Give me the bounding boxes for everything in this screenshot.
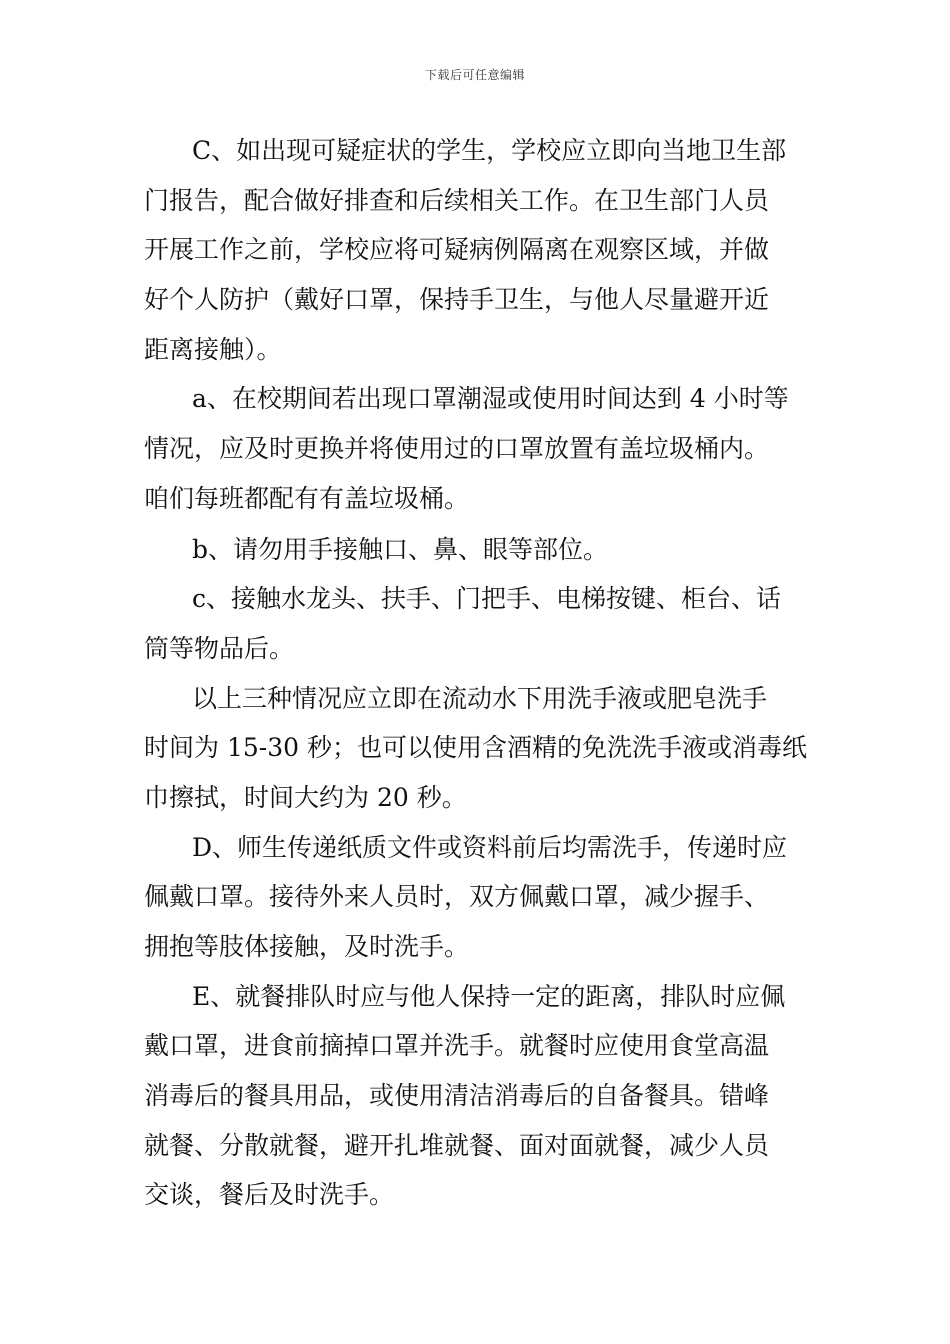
paragraph-c-lower-line-2: 筒等物品后。 xyxy=(144,634,295,663)
paragraph-e-line-3: 消毒后的餐具用品，或使用清洁消毒后的自备餐具。错峰 xyxy=(144,1081,770,1110)
paragraph-a-line-2: 情况，应及时更换并将使用过的口罩放置有盖垃圾桶内。 xyxy=(144,434,770,463)
paragraph-c-line-5: 距离接触）。 xyxy=(144,335,282,364)
paragraph-b-line-1: b、请勿用手接触口、鼻、眼等部位。 xyxy=(192,535,609,564)
paragraph-summary-line-1: 以上三种情况应立即在流动水下用洗手液或肥皂洗手 xyxy=(192,684,768,713)
paragraph-summary-line-2: 时间为 15-30 秒；也可以使用含酒精的免洗洗手液或消毒纸 xyxy=(144,733,807,762)
paragraph-e-line-5: 交谈，餐后及时洗手。 xyxy=(144,1180,395,1209)
paragraph-c-line-1: C、如出现可疑症状的学生，学校应立即向当地卫生部 xyxy=(192,136,787,165)
paragraph-summary-line-3: 巾擦拭，时间大约为 20 秒。 xyxy=(144,783,467,812)
paragraph-c-line-4: 好个人防护（戴好口罩，保持手卫生，与他人尽量避开近 xyxy=(144,285,770,314)
paragraph-d-line-1: D、师生传递纸质文件或资料前后均需洗手，传递时应 xyxy=(192,833,788,862)
paragraph-d-line-2: 佩戴口罩。接待外来人员时，双方佩戴口罩，减少握手、 xyxy=(144,882,770,911)
paragraph-a-line-1: a、在校期间若出现口罩潮湿或使用时间达到 4 小时等 xyxy=(192,384,789,413)
paragraph-a-line-3: 咱们每班都配有有盖垃圾桶。 xyxy=(144,484,470,513)
paragraph-c-line-2: 门报告，配合做好排查和后续相关工作。在卫生部门人员 xyxy=(144,186,770,215)
paragraph-e-line-1: E、就餐排队时应与他人保持一定的距离，排队时应佩 xyxy=(192,982,786,1011)
paragraph-c-line-3: 开展工作之前，学校应将可疑病例隔离在观察区域，并做 xyxy=(144,235,770,264)
paragraph-e-line-4: 就餐、分散就餐，避开扎堆就餐、面对面就餐，减少人员 xyxy=(144,1131,770,1160)
paragraph-c-lower-line-1: c、接触水龙头、扶手、门把手、电梯按键、柜台、话 xyxy=(192,584,782,613)
paragraph-e-line-2: 戴口罩，进食前摘掉口罩并洗手。就餐时应使用食堂高温 xyxy=(144,1031,770,1060)
page-header: 下载后可任意编辑 xyxy=(424,68,525,82)
paragraph-d-line-3: 拥抱等肢体接触，及时洗手。 xyxy=(144,932,470,961)
